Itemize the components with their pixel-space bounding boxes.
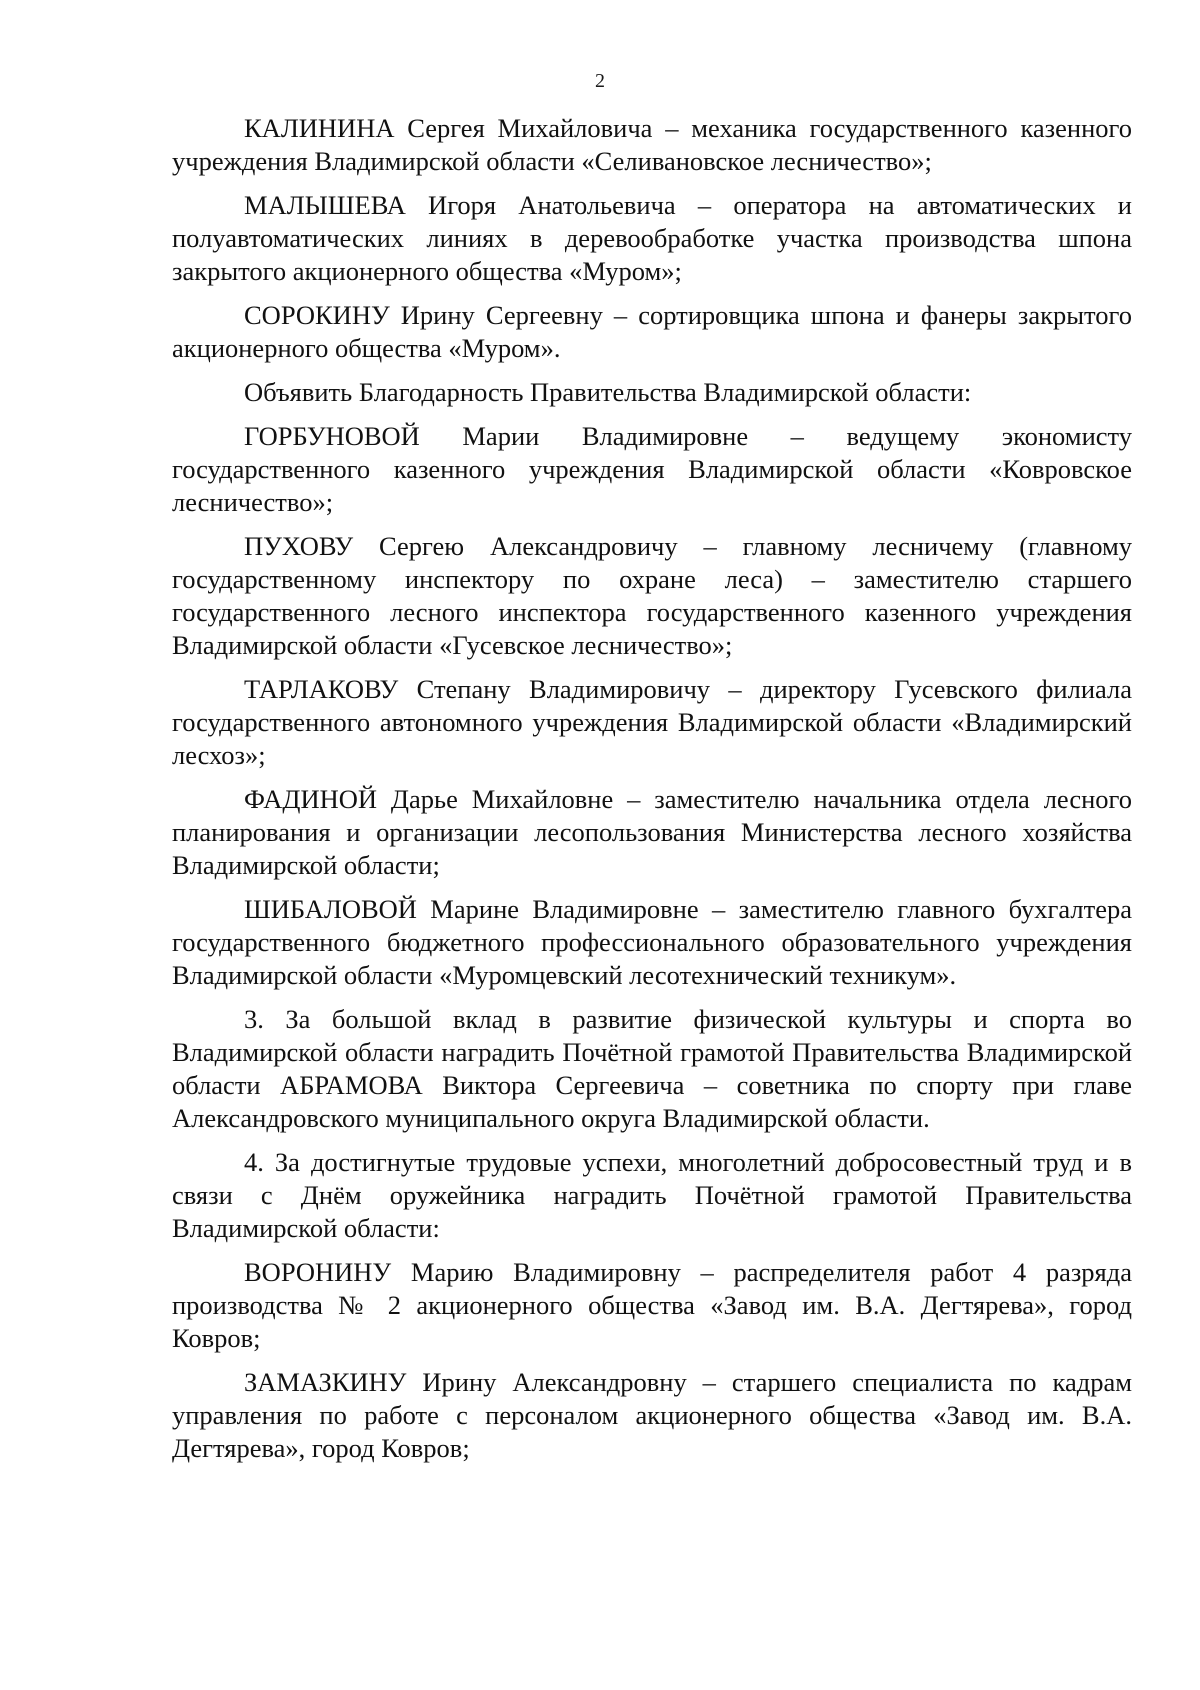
paragraph-shibalova: ШИБАЛОВОЙ Марине Владимировне – заместителю главного бухгалтера государственного бюджетного профессионального образовательного учреждения Владимирской области «Муромцевский лесотехнический техникум». bbox=[172, 894, 1132, 990]
paragraph-gratitude-heading: Объявить Благодарность Правительства Владимирской области: bbox=[244, 377, 972, 407]
paragraph-gorbunova: ГОРБУНОВОЙ Марии Владимировне – ведущему экономисту государственного казенного учреждения Владимирской области «Ковровское лесничество»; bbox=[172, 421, 1132, 517]
paragraph-zamazkina: ЗАМАЗКИНУ Ирину Александровну – старшего специалиста по кадрам управления по работе с персоналом акционерного общества «Завод им. В.А. Дегтярева», город Ковров; bbox=[172, 1367, 1132, 1463]
paragraph-fadina: ФАДИНОЙ Дарье Михайловне – заместителю начальника отдела лесного планирования и организации лесопользования Министерства лесного хозяйства Владимирской области; bbox=[172, 784, 1132, 880]
document-body bbox=[172, 112, 1132, 1476]
paragraph-kalinin: КАЛИНИНА Сергея Михайловича – механика государственного казенного учреждения Владимирской области «Селивановское лесничество»; bbox=[172, 113, 1132, 176]
paragraph-pukhov: ПУХОВУ Сергею Александровичу – главному лесничему (главному государственному инспектору по охране леса) – заместителю старшего государственного лесного инспектора государственного казенного учреждения Владимирской области «Гусевское лесничество»; bbox=[172, 531, 1132, 660]
paragraph-item-4: 4. За достигнутые трудовые успехи, многолетний добросовестный труд и в связи с Днём оружейника наградить Почётной грамотой Правительства Владимирской области: bbox=[172, 1147, 1132, 1243]
paragraph-voronina: ВОРОНИНУ Марию Владимировну – распределителя работ 4 разряда производства № 2 акционерного общества «Завод им. В.А. Дегтярева», город Ковров; bbox=[172, 1257, 1132, 1353]
paragraph-item-3: 3. За большой вклад в развитие физической культуры и спорта во Владимирской области наградить Почётной грамотой Правительства Владимирской области АБРАМОВА Виктора Сергеевича – советника по спорту при главе Александровского муниципального округа Владимирской области. bbox=[172, 1004, 1132, 1133]
paragraph-sorokina: СОРОКИНУ Ирину Сергеевну – сортировщика шпона и фанеры закрытого акционерного общества «Муром». bbox=[172, 300, 1132, 363]
page-number: 2 bbox=[595, 70, 605, 92]
paragraph-tarlakov: ТАРЛАКОВУ Степану Владимировичу – директору Гусевского филиала государственного автономного учреждения Владимирской области «Владимирский лесхоз»; bbox=[172, 674, 1132, 770]
paragraph-malyshev: МАЛЫШЕВА Игоря Анатольевича – оператора на автоматических и полуавтоматических линиях в деревообработке участка производства шпона закрытого акционерного общества «Муром»; bbox=[172, 190, 1132, 286]
